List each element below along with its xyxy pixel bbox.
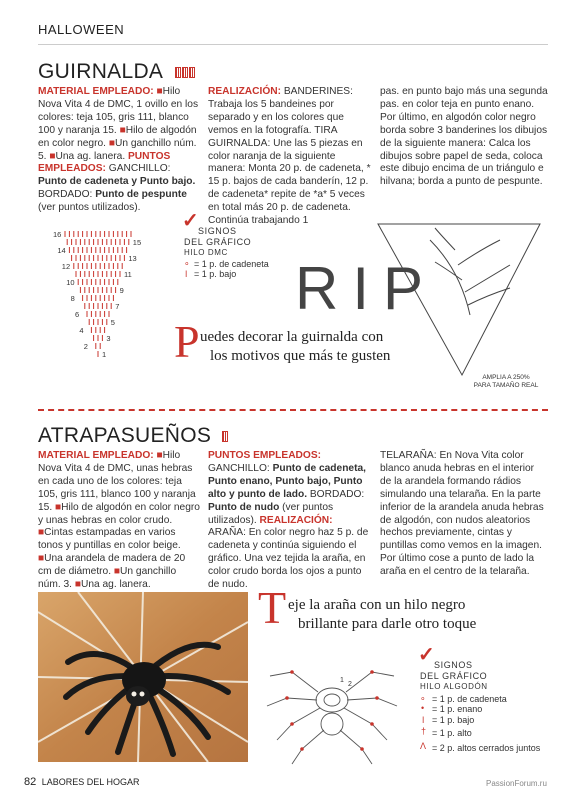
atrapasuenos-title xyxy=(38,424,228,448)
section-divider xyxy=(38,409,548,411)
rip-embroidery-text: RIP xyxy=(295,255,438,322)
realizacion-text-2: TIRA GUIRNALDA: Une las 5 piezas en color naranja de la siguiente manera: Monta 20 p. de cadeneta, * 15 p. bajos de cada banderín, 12 p. de cadeneta* repite de *a* 5 veces en total más 20 p. de cadeneta. Continúa trabajando 1 xyxy=(208,124,371,227)
quote-line-2: brillante para darle otro toque xyxy=(298,616,477,632)
quote-line-1: eje la araña con un hilo negro xyxy=(288,597,466,613)
row-number-right: 5 xyxy=(110,318,115,327)
page-number: 82 xyxy=(24,776,37,788)
difficulty-icon xyxy=(174,60,195,83)
row-number-right: 11 xyxy=(124,270,132,279)
atrapasuenos-materials: MATERIAL EMPLEADO: ■Hilo Nova Vita 4 de DMC, unas hebras en cada uno de los colores: teja 105, gris 111, blanco 100 y naranja 15. ■Hilo de algodón en color negro y unas hebras en color crudo. ■Cintas estampadas en varios tonos y puntillas en color beige. ■Una arandela de madera de 20 cm de diámetro. ■Un ganchillo núm. 3. ■Una ag. lanera. xyxy=(38,450,200,591)
legend-item: = 1 p. enano xyxy=(432,704,483,714)
realizacion-label: REALIZACIÓN: xyxy=(259,514,333,526)
publication-name: LABORES DEL HOGAR xyxy=(41,777,140,787)
row-number-right: 13 xyxy=(128,254,137,263)
quote-line-2: los motivos que más te gusten xyxy=(210,348,391,364)
scale-note xyxy=(466,374,546,389)
bordado-text: BORDADO: xyxy=(38,189,93,201)
legend-item: = 1 p. bajo xyxy=(194,269,237,279)
legend-item: = 1 p. de cadeneta xyxy=(432,693,507,704)
spider-photo xyxy=(38,592,248,762)
row-number-left: 4 xyxy=(79,326,84,335)
row-number-right: 1 xyxy=(102,350,107,359)
legend-item: = 1 p. alto xyxy=(432,728,472,738)
legend-title-2: DEL GRÁFICO xyxy=(420,670,488,681)
double-crochet-icon: † xyxy=(421,726,427,736)
cintas-text: Cintas estampadas en varios tonos y puntillas en color beige. xyxy=(38,527,181,552)
material-text: Hilo Nova Vita 4 de DMC, 1 ovillo en los colores: teja 105, gris 111, blanco 100 y naranja 15. xyxy=(38,86,199,136)
bordado-text: BORDADO: xyxy=(309,488,365,500)
scale-note-2: PARA TAMAÑO REAL xyxy=(473,381,539,389)
guirnalda-chart-legend xyxy=(182,210,284,280)
chain-stitch-icon: ∘ xyxy=(184,257,190,268)
header-rule xyxy=(38,44,548,45)
row-number-left: 8 xyxy=(70,294,75,303)
puntos-text: GANCHILLO: xyxy=(108,163,171,175)
material-label: MATERIAL EMPLEADO: xyxy=(38,450,154,461)
row-number-left: 2 xyxy=(83,342,88,351)
legend-subtitle: HILO DMC xyxy=(184,248,228,257)
puntos-bold: Punto de cadeneta, Punto enano, Punto bajo, Punto alto y punto de lado. xyxy=(208,462,366,500)
aguja-text: Una ag. lanera. xyxy=(80,579,151,591)
guirnalda-realizacion xyxy=(208,86,372,228)
atrapasuenos-col2 xyxy=(208,450,372,592)
row-number-left: 10 xyxy=(66,278,75,287)
page-footer xyxy=(24,776,139,788)
legend-item: = 1 p. de cadeneta xyxy=(194,258,269,269)
puntos-label: PUNTOS EMPLEADOS: xyxy=(208,450,322,461)
quote-drop-cap: T xyxy=(258,582,287,633)
legend-subtitle: HILO ALGODÓN xyxy=(420,682,488,691)
section-label: HALLOWEEN xyxy=(38,22,125,37)
two-dc-together-icon: Λ xyxy=(420,740,427,751)
legend-title-1: SIGNOS xyxy=(434,660,473,670)
svg-text:2: 2 xyxy=(348,681,352,688)
guirnalda-materials: MATERIAL EMPLEADO: ■Hilo Nova Vita 4 de DMC, 1 ovillo en los colores: teja 105, gris 111, blanco 100 y naranja 15. ■Hilo de algodón en color negro. ■Un ganchillo núm. 5. ■Una ag. lanera. PUNTOS EMPLEADOS: GANCHILLO: Punto de cadeneta y Punto bajo. BORDADO: Punto de pespunte (ver puntos utilizados). xyxy=(38,86,199,214)
scale-note-1: AMPLIA A 250% xyxy=(482,374,530,381)
single-crochet-icon: ǀ xyxy=(185,269,188,279)
bordado-end: (ver puntos utilizados). xyxy=(38,202,141,214)
legend-item: = 1 p. bajo xyxy=(432,714,475,725)
row-number-left: 16 xyxy=(53,230,62,239)
realizacion-text-1: BANDERINES: Trabaja los 5 bandeines por separado y en los colores que vemos en la fotografía. xyxy=(208,86,353,136)
material-label: MATERIAL EMPLEADO: xyxy=(38,86,154,97)
legend-title-2: DEL GRÁFICO xyxy=(184,236,252,247)
puntos-bold: Punto de cadeneta y Punto bajo. xyxy=(38,176,196,188)
check-mark-icon: ✓ xyxy=(418,644,435,666)
bordado-bold: Punto de pespunte xyxy=(95,189,187,201)
puntos-label: PUNTOS EMPLEADOS: xyxy=(38,150,171,175)
row-number-right: 3 xyxy=(106,334,111,343)
puntos-text: GANCHILLO: xyxy=(208,462,270,474)
guirnalda-col3: pas. en punto bajo más una segunda pas. en color teja en punto enano. Por último, en algodón color negro borda sobre 3 banderines los dibujos de la siguiente manera: Calca los dibujos sobre papel de seda, coloca este dibujo encima de un triángulo e hilvana; borda a punto de pespunte. xyxy=(380,86,548,188)
hilo-text: Hilo de algodón en color negro y unas hebras en color crudo. xyxy=(38,501,200,526)
legend-item: = 2 p. altos cerrados juntos xyxy=(432,742,541,753)
check-mark-icon: ✓ xyxy=(182,210,199,232)
material-text: Hilo Nova Vita 4 de DMC, unas hebras en cada uno de los colores: teja 105, gris 111, blanco 100 y naranja 15. xyxy=(38,450,196,513)
quote-drop-cap: P xyxy=(174,316,200,367)
ganchillo-text: Un ganchillo núm. 5. xyxy=(38,137,197,162)
difficulty-icon xyxy=(221,424,228,447)
single-crochet-icon: ǀ xyxy=(422,714,425,725)
spider-crochet-chart xyxy=(262,654,412,769)
guirnalda-title xyxy=(38,60,195,84)
bordado-bold: Punto de nudo xyxy=(208,501,280,513)
arandela-text: Una arandela de madera de 20 cm de diámetro. xyxy=(38,553,186,578)
atrapasuenos-chart-legend xyxy=(418,644,550,753)
quote-line-1: uedes decorar la guirnalda con xyxy=(200,329,384,345)
guirnalda-pull-quote xyxy=(174,316,454,367)
row-number-right: 9 xyxy=(119,286,124,295)
slip-stitch-icon: • xyxy=(421,703,425,713)
atrapasuenos-pull-quote xyxy=(258,582,548,638)
legend-title-1: SIGNOS xyxy=(198,226,237,236)
row-number-left: 14 xyxy=(57,246,66,255)
chain-stitch-icon: ∘ xyxy=(420,692,426,703)
row-number-left: 12 xyxy=(61,262,71,271)
hilo-text: Hilo de algodón en color negro. xyxy=(38,124,197,149)
svg-text:1: 1 xyxy=(340,677,344,684)
bordado-end: (ver puntos utilizados). xyxy=(208,501,334,526)
ganchillo-text: Un ganchillo núm. 3. xyxy=(38,566,177,591)
guirnalda-crochet-chart xyxy=(38,226,168,366)
atrapasuenos-col3: TELARAÑA: En Nova Vita color blanco anuda hebras en el interior de la arandela formando rádios simulando una telaraña. En la parte inferior de la arandela anuda hebras de algodón, con nudos aleatorios hechos previamente, cintas y puntillas como vemos en la imagen. Por último cose a punto de lado la araña en el centro de la telaraña. xyxy=(380,450,544,578)
realizacion-label: REALIZACIÓN: xyxy=(208,86,282,97)
row-number-right: 7 xyxy=(115,302,120,311)
aguja-text: Una ag. lanera. xyxy=(55,150,126,162)
row-number-left: 6 xyxy=(75,310,80,319)
guirnalda-title-text: GUIRNALDA xyxy=(38,60,163,83)
atrapasuenos-title-text: ATRAPASUEÑOS xyxy=(38,424,212,447)
watermark: PassionForum.ru xyxy=(486,779,547,788)
row-number-right: 15 xyxy=(132,238,142,247)
realizacion-text: ARAÑA: En color negro haz 5 p. de cadeneta y continúa siguiendo el gráfico. Una vez tejida la araña, en color crudo borda los ojos a punto de nudo. xyxy=(208,527,369,591)
spider-photo-illustration xyxy=(38,592,248,762)
